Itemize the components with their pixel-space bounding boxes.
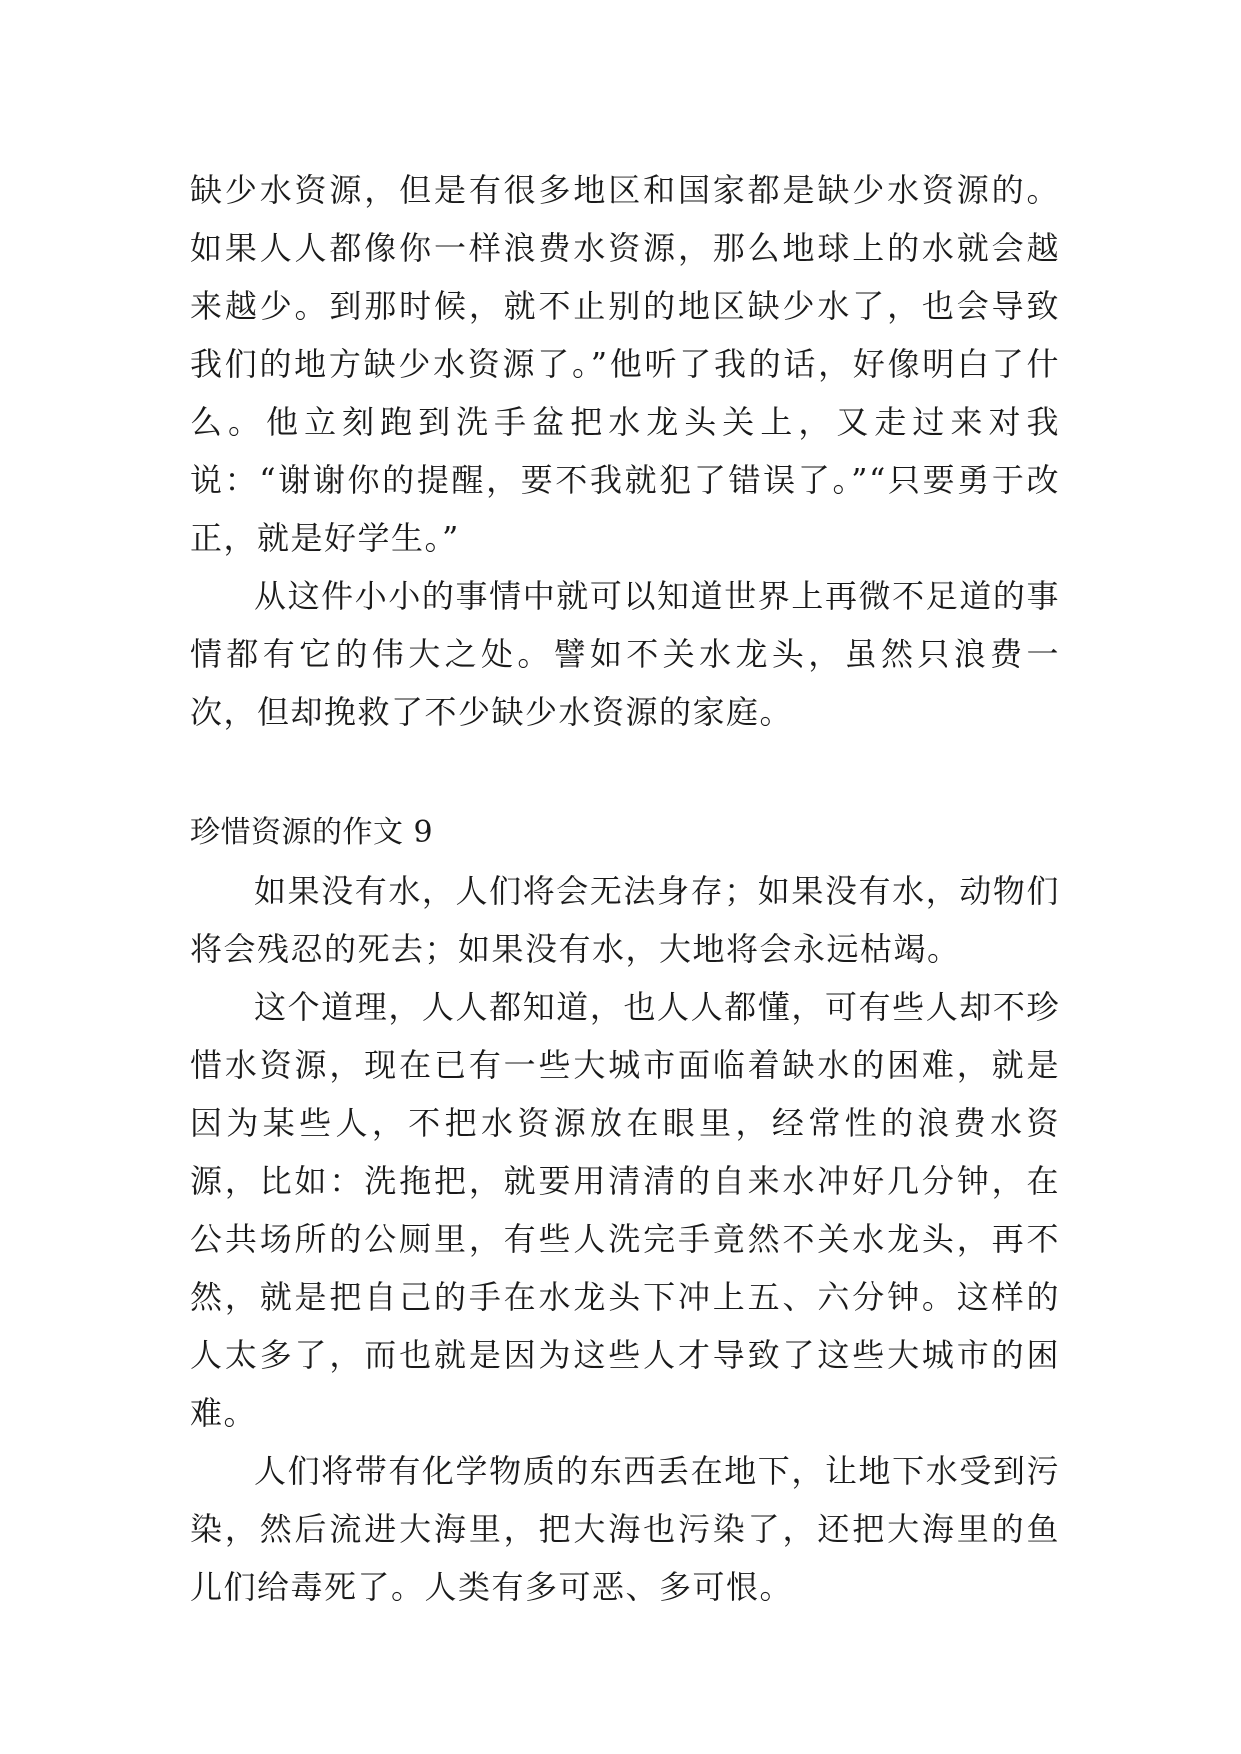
paragraph: 人们将带有化学物质的东西丢在地下，让地下水受到污染，然后流进大海里，把大海也污染了，还把大海里的鱼儿们给毒死了。人类有多可恶、多可恨。 [190,1452,1060,1606]
paragraph: 这个道理，人人都知道，也人人都懂，可有些人却不珍惜水资源，现在已有一些大城市面临着缺水的困难，就是因为某些人，不把水资源放在眼里，经常性的浪费水资源，比如：洗拖把，就要用清清的自来水冲好几分钟，在公共场所的公厕里，有些人洗完手竟然不关水龙头，再不然，就是把自己的手在水龙头下冲上五、六分钟。这样的人太多了，而也就是因为这些人才导致了这些大城市的困难。 [190,988,1060,1432]
paragraph: 缺少水资源，但是有很多地区和国家都是缺少水资源的。如果人人都像你一样浪费水资源，那么地球上的水就会越来越少。到那时候，就不止别的地区缺少水了，也会导致我们的地方缺少水资源了。”他听了我的话，好像明白了什么。他立刻跑到洗手盆把水龙头关上，又走过来对我说：“谢谢你的提醒，要不我就犯了错误了。”“只要勇于改正，就是好学生。” [190,171,1060,557]
paragraph: 从这件小小的事情中就可以知道世界上再微不足道的事情都有它的伟大之处。譬如不关水龙头，虽然只浪费一次，但却挽救了不少缺少水资源的家庭。 [190,577,1060,731]
paragraph: 如果没有水，人们将会无法身存；如果没有水，动物们将会残忍的死去；如果没有水，大地将会永远枯竭。 [190,872,1060,968]
essay-9 [190,804,1060,1616]
essay-title: 珍惜资源的作文 9 [190,815,434,850]
continued-essay-text [190,161,1060,741]
